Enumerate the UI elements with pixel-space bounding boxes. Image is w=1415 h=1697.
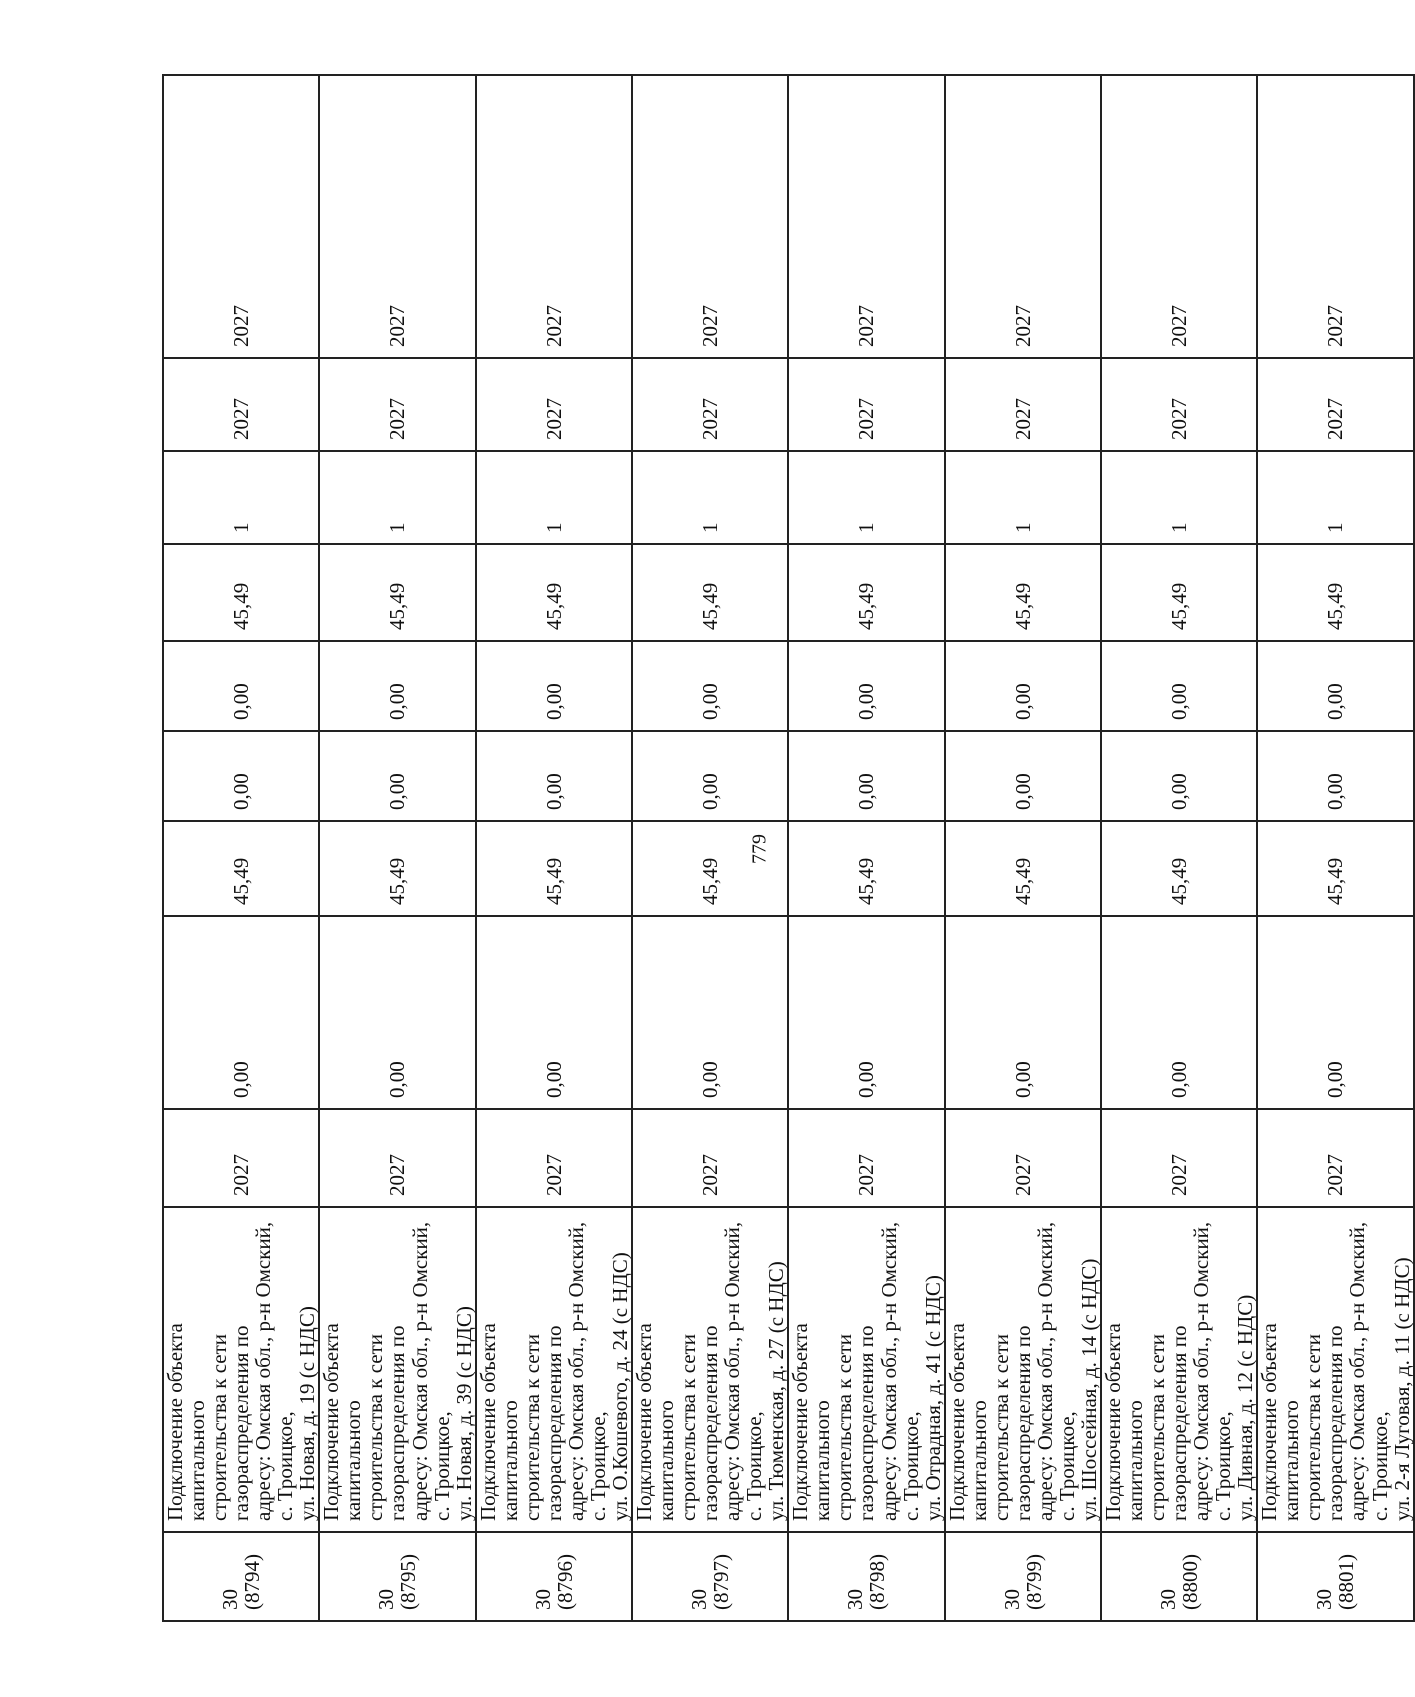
cell-year-a-text: 2027 [1010,398,1035,440]
cell-description [1101,1207,1257,1532]
cell-value-4-text: 0,00 [1167,683,1192,720]
cell-number [319,1532,475,1621]
cell-year-start [788,1109,944,1207]
cell-value-3-text: 0,00 [385,773,410,810]
cell-value-3-text: 0,00 [854,773,879,810]
cell-value-4-text: 0,00 [541,683,566,720]
table-body [163,75,1414,1621]
description-line: строительства к сети газораспределения по [363,1325,410,1521]
cell-description [163,1207,319,1532]
cell-year-a [476,358,632,451]
description-line: Подключение объекта капитального [1100,1323,1148,1521]
row-number: 30 [843,1589,868,1610]
row-code: (8801) [1334,1554,1359,1610]
row-number: 30 [1312,1589,1337,1610]
cell-count [1257,451,1413,544]
cell-year-start-text: 2027 [854,1154,879,1196]
cell-year-start-text: 2027 [1010,1154,1035,1196]
description-line: ул. 2-я Луговая, д. 11 (с НДС) [1389,1257,1414,1521]
cell-value-3 [632,731,788,821]
cell-value-1-text: 0,00 [854,1061,879,1098]
description-line: строительства к сети газораспределения по [988,1325,1035,1521]
cell-year-b-text: 2027 [1010,305,1035,347]
cell-value-1 [945,916,1101,1109]
cell-value-1-text: 0,00 [229,1061,254,1098]
table-row [945,75,1101,1621]
cell-value-5 [163,544,319,641]
row-number: 30 [999,1589,1024,1610]
cell-year-b-text: 2027 [229,305,254,347]
row-number: 30 [1156,1589,1181,1610]
cell-year-a [1101,358,1257,451]
description-line: адресу: Омская обл., р-н Омский, с. Троицкое, [720,1221,767,1521]
cell-value-1 [163,916,319,1109]
row-number: 30 [218,1589,243,1610]
cell-count-text: 1 [229,522,254,533]
description-line: строительства к сети газораспределения по [676,1325,723,1521]
cell-value-2 [1257,821,1413,916]
cell-value-1-text: 0,00 [1167,1061,1192,1098]
cell-description [319,1207,475,1532]
cell-year-a [163,358,319,451]
cell-value-4 [163,641,319,731]
row-number: 30 [530,1589,555,1610]
cell-count-text: 1 [541,522,566,533]
description-line: ул. Тюменская, д. 27 (с НДС) [764,1261,789,1521]
table-row [319,75,475,1621]
cell-value-5-text: 45,49 [541,582,566,630]
cell-year-start-text: 2027 [541,1154,566,1196]
table-row [788,75,944,1621]
cell-count [788,451,944,544]
cell-count-text: 1 [1010,522,1035,533]
cell-number [945,1532,1101,1621]
cell-value-5 [319,544,475,641]
cell-value-1-text: 0,00 [541,1061,566,1098]
cell-value-2-text: 45,49 [854,857,879,905]
cell-count-text: 1 [1167,522,1192,533]
row-number: 30 [374,1589,399,1610]
cell-number [163,1532,319,1621]
cell-year-start-text: 2027 [1167,1154,1192,1196]
cell-value-5 [945,544,1101,641]
cell-year-b [1101,75,1257,358]
cell-value-2-text: 45,49 [1167,857,1192,905]
cell-value-2-text: 45,49 [1323,857,1348,905]
cell-value-4 [1101,641,1257,731]
description-line: адресу: Омская обл., р-н Омский, с. Троицкое, [1345,1221,1392,1521]
cell-value-5 [632,544,788,641]
cell-value-1 [1257,916,1413,1109]
description-line: Подключение объекта капитального [944,1323,991,1521]
description-line: строительства к сети газораспределения по [832,1325,879,1521]
description-line: адресу: Омская обл., р-н Омский, с. Троицкое, [407,1221,454,1521]
description-line: Подключение объекта капитального [1257,1323,1304,1521]
description-line: ул. Новая, д. 39 (с НДС) [451,1306,476,1521]
cell-count [476,451,632,544]
row-code: (8796) [552,1554,577,1610]
description-line: ул. Отрадная, д. 41 (с НДС) [920,1275,945,1521]
cell-year-b-text: 2027 [541,305,566,347]
cell-year-a [632,358,788,451]
cell-year-start [945,1109,1101,1207]
cell-value-4 [319,641,475,731]
cell-count-text: 1 [698,522,723,533]
cell-count [945,451,1101,544]
cell-count-text: 1 [854,522,879,533]
description-line: ул. Шоссейная, д. 14 (с НДС) [1076,1258,1101,1521]
page-number: 779 [748,834,771,864]
cell-year-a-text: 2027 [854,398,879,440]
cell-value-5-text: 45,49 [1323,582,1348,630]
cell-value-2 [163,821,319,916]
cell-value-3-text: 0,00 [229,773,254,810]
cell-value-2-text: 45,49 [541,857,566,905]
cell-number [476,1532,632,1621]
cell-description [476,1207,632,1532]
description-line: ул. Дивная, д. 12 (с НДС) [1233,1294,1258,1521]
cell-value-5-text: 45,49 [698,582,723,630]
description-line: адресу: Омская обл., р-н Омский, с. Троицкое, [1189,1221,1236,1521]
cell-number [632,1532,788,1621]
cell-value-3-text: 0,00 [698,773,723,810]
investment-table [162,74,1415,1622]
cell-value-5 [476,544,632,641]
cell-value-5-text: 45,49 [385,582,410,630]
description-line: адресу: Омская обл., р-н Омский, с. Троицкое, [876,1221,923,1521]
cell-value-1-text: 0,00 [385,1061,410,1098]
cell-value-4-text: 0,00 [698,683,723,720]
cell-year-start [1257,1109,1413,1207]
cell-value-4 [945,641,1101,731]
cell-value-1 [632,916,788,1109]
cell-year-b [945,75,1101,358]
cell-value-2 [1101,821,1257,916]
cell-value-3 [163,731,319,821]
description-line: адресу: Омская обл., р-н Омский, с. Троицкое, [1032,1221,1079,1521]
description-line: Подключение объекта капитального [163,1323,210,1521]
cell-year-start-text: 2027 [1323,1154,1348,1196]
description-line: адресу: Омская обл., р-н Омский, с. Троицкое, [251,1221,298,1521]
cell-value-2-text: 45,49 [229,857,254,905]
cell-value-4 [632,641,788,731]
cell-value-3 [788,731,944,821]
table-row [476,75,632,1621]
cell-value-1 [1101,916,1257,1109]
cell-value-1-text: 0,00 [1323,1061,1348,1098]
cell-value-1 [319,916,475,1109]
cell-value-4-text: 0,00 [229,683,254,720]
cell-year-b [788,75,944,358]
cell-year-b [1257,75,1413,358]
cell-value-2 [476,821,632,916]
description-line: ул. Новая, д. 19 (с НДС) [295,1306,320,1521]
row-code: (8797) [709,1554,734,1610]
cell-year-a-text: 2027 [229,398,254,440]
cell-year-b [632,75,788,358]
cell-year-start-text: 2027 [698,1154,723,1196]
table-row [632,75,788,1621]
cell-value-5 [788,544,944,641]
cell-year-a [319,358,475,451]
cell-year-b-text: 2027 [1167,305,1192,347]
cell-year-b [163,75,319,358]
description-line: Подключение объекта капитального [319,1323,366,1521]
cell-value-3-text: 0,00 [1167,773,1192,810]
cell-year-a [788,358,944,451]
cell-value-3-text: 0,00 [1323,773,1348,810]
cell-year-a-text: 2027 [385,398,410,440]
cell-value-1 [476,916,632,1109]
cell-value-1-text: 0,00 [1010,1061,1035,1098]
table-row [1257,75,1413,1621]
cell-description [788,1207,944,1532]
cell-description [632,1207,788,1532]
cell-year-a-text: 2027 [1167,398,1192,440]
cell-year-start [632,1109,788,1207]
cell-year-b-text: 2027 [1323,305,1348,347]
cell-year-start [1101,1109,1257,1207]
cell-year-b-text: 2027 [698,305,723,347]
cell-value-5-text: 45,49 [1010,582,1035,630]
cell-year-start [476,1109,632,1207]
table-row [163,75,319,1621]
cell-value-4-text: 0,00 [854,683,879,720]
cell-number [1257,1532,1413,1621]
cell-year-a [1257,358,1413,451]
cell-value-1-text: 0,00 [698,1061,723,1098]
cell-value-3-text: 0,00 [541,773,566,810]
description-line: Подключение объекта капитального [475,1323,522,1521]
cell-value-4-text: 0,00 [1323,683,1348,720]
cell-year-start [163,1109,319,1207]
cell-year-b-text: 2027 [854,305,879,347]
cell-value-1 [788,916,944,1109]
cell-value-3 [319,731,475,821]
rotated-table-frame [162,76,1414,1622]
cell-year-b [319,75,475,358]
cell-value-4-text: 0,00 [1010,683,1035,720]
cell-count [163,451,319,544]
description-line: Подключение объекта капитального [631,1323,679,1521]
cell-value-2 [319,821,475,916]
cell-value-5 [1101,544,1257,641]
cell-value-5-text: 45,49 [229,582,254,630]
cell-count [1101,451,1257,544]
description-line: адресу: Омская обл., р-н Омский, с. Троицкое, [563,1221,610,1521]
cell-year-a-text: 2027 [541,398,566,440]
description-line: строительства к сети газораспределения по [1301,1325,1348,1521]
cell-number [1101,1532,1257,1621]
row-code: (8795) [396,1554,421,1610]
cell-count-text: 1 [1323,522,1348,533]
table-row [1101,75,1257,1621]
cell-year-a-text: 2027 [698,398,723,440]
cell-value-2-text: 45,49 [385,857,410,905]
cell-value-4-text: 0,00 [385,683,410,720]
cell-number [788,1532,944,1621]
cell-value-3 [1257,731,1413,821]
description-line: ул. О.Кошевого, д. 24 (с НДС) [607,1252,632,1521]
cell-year-start-text: 2027 [229,1154,254,1196]
cell-value-2 [945,821,1101,916]
description-line: строительства к сети газораспределения по [1145,1325,1192,1521]
cell-description [945,1207,1101,1532]
row-code: (8798) [865,1554,890,1610]
cell-value-2 [788,821,944,916]
cell-value-2 [632,821,788,916]
cell-value-4 [1257,641,1413,731]
description-line: Подключение объекта капитального [788,1323,835,1521]
cell-value-4 [788,641,944,731]
cell-value-5-text: 45,49 [1167,582,1192,630]
cell-value-3 [945,731,1101,821]
row-code: (8794) [240,1554,265,1610]
cell-value-4 [476,641,632,731]
cell-value-5 [1257,544,1413,641]
cell-year-b [476,75,632,358]
cell-year-b-text: 2027 [385,305,410,347]
cell-count [632,451,788,544]
cell-year-a-text: 2027 [1323,398,1348,440]
description-line: строительства к сети газораспределения по [519,1325,566,1521]
cell-value-3 [476,731,632,821]
row-number: 30 [687,1589,712,1610]
cell-value-2-text: 45,49 [698,857,723,905]
cell-value-3 [1101,731,1257,821]
row-code: (8800) [1178,1554,1203,1610]
row-code: (8799) [1021,1554,1046,1610]
cell-value-5-text: 45,49 [854,582,879,630]
cell-value-3-text: 0,00 [1010,773,1035,810]
cell-value-2-text: 45,49 [1010,857,1035,905]
cell-year-start-text: 2027 [385,1154,410,1196]
cell-count-text: 1 [385,522,410,533]
cell-description [1257,1207,1413,1532]
cell-year-a [945,358,1101,451]
description-line: строительства к сети газораспределения по [207,1325,254,1521]
cell-year-start [319,1109,475,1207]
cell-count [319,451,475,544]
